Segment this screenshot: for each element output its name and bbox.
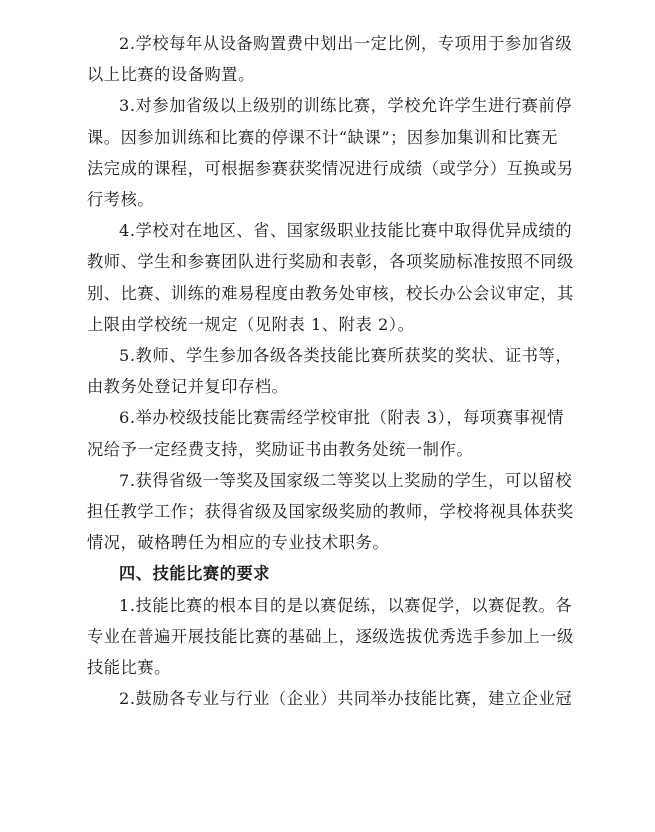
section-heading: 四、技能比赛的要求	[119, 564, 271, 584]
text-line: 2.学校每年从设备购置费中划出一定比例，专项用于参加省级	[119, 34, 573, 53]
text-line: 别、比赛、训练的难易程度由教务处审核，校长办公会议审定，其	[87, 283, 574, 303]
paragraph-awardee-employment	[87, 465, 583, 559]
paragraph-industry-cooperation	[87, 683, 583, 714]
text-line: 教师、学生和参赛团队进行奖励和表彰，各项奖励标准按照不同级	[87, 252, 574, 272]
text-line: 1.技能比赛的根本目的是以赛促练，以赛促学，以赛促教。各	[119, 595, 573, 615]
text-line: 课。因参加训练和比赛的停课不计“缺课”；因参加集训和比赛无	[87, 127, 559, 147]
paragraph-rewards	[87, 215, 583, 340]
text-line: 技能比赛。	[87, 658, 171, 678]
text-line: 5.教师、学生参加各级各类技能比赛所获奖的奖状、证书等，	[119, 346, 573, 366]
text-line: 上限由学校统一规定（见附表 1、附表 2）。	[87, 314, 415, 334]
document-body	[87, 28, 583, 714]
text-line: 行考核。	[87, 190, 155, 210]
text-line: 6.举办校级技能比赛需经学校审批（附表 3），每项赛事视情	[119, 408, 564, 428]
text-line: 专业在普遍开展技能比赛的基础上，逐级选拔优秀选手参加上一级	[87, 626, 574, 646]
paragraph-competition-purpose	[87, 590, 583, 684]
text-line: 法完成的课程，可根据参赛获奖情况进行成绩（或学分）互换或另	[87, 158, 574, 178]
paragraph-training-leave	[87, 90, 583, 215]
text-line: 7.获得省级一等奖及国家级二等奖以上奖励的学生，可以留校	[119, 470, 573, 490]
text-line: 担任教学工作；获得省级及国家级奖励的教师，学校将视具体获奖	[87, 502, 574, 522]
text-line: 情况，破格聘任为相应的专业技术职务。	[87, 533, 390, 553]
paragraph-certificates	[87, 340, 583, 402]
text-line: 2.鼓励各专业与行业（企业）共同举办技能比赛，建立企业冠	[119, 689, 573, 709]
text-line: 由教务处登记并复印存档。	[87, 377, 289, 397]
text-line: 4.学校对在地区、省、国家级职业技能比赛中取得优异成绩的	[119, 221, 573, 241]
paragraph-school-competitions	[87, 402, 583, 464]
text-line: 以上比赛的设备购置。	[87, 65, 255, 85]
text-line: 况给予一定经费支持，奖励证书由教务处统一制作。	[87, 439, 474, 459]
text-line: 3.对参加省级以上级别的训练比赛，学校允许学生进行赛前停	[119, 96, 573, 116]
paragraph-equipment-budget	[87, 28, 583, 90]
